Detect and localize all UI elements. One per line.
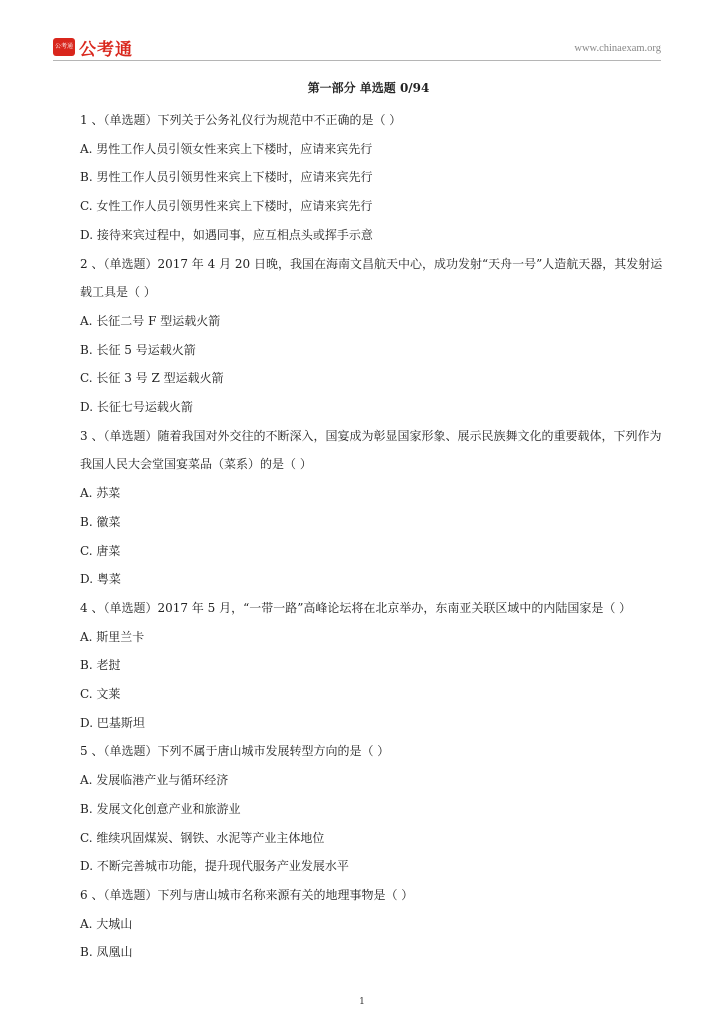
- option-c: C. 女性工作人员引领男性来宾上下楼时，应请来宾先行: [80, 199, 373, 214]
- question-6: [80, 881, 664, 967]
- question-text: 4 、（单选题）2017 年 5 月，“一带一路”高峰论坛将在北京举办，东南亚关联区域中的内陆国家是（ ）: [80, 600, 632, 615]
- site-url[interactable]: www.chinaexam.org: [574, 43, 661, 54]
- option-a: A. 大城山: [80, 916, 133, 931]
- option-a: A. 苏菜: [80, 486, 121, 501]
- option-a: A. 男性工作人员引领女性来宾上下楼时，应请来宾先行: [80, 141, 373, 156]
- question-4: [80, 594, 664, 738]
- page-header: [53, 36, 661, 62]
- question-text: 2 、（单选题）2017 年 4 月 20 日晚，我国在海南文昌航天中心，成功发射“天舟一号”人造航天器，其发射运载工具是（ ）: [80, 256, 663, 300]
- logo-badge-icon: 公考通: [53, 38, 75, 56]
- question-1: [80, 106, 664, 250]
- question-2: [80, 250, 664, 422]
- option-c: C. 唐菜: [80, 543, 121, 558]
- question-5: [80, 737, 664, 881]
- question-text: 6 、（单选题）下列与唐山城市名称来源有关的地理事物是（ ）: [80, 887, 414, 902]
- option-d: D. 粤菜: [80, 572, 121, 587]
- option-c: C. 文莱: [80, 687, 121, 702]
- option-b: B. 老挝: [80, 658, 121, 673]
- logo-text: 公考通: [79, 39, 133, 60]
- option-b: B. 凤凰山: [80, 945, 133, 960]
- question-text: 1 、（单选题）下列关于公务礼仪行为规范中不正确的是（ ）: [80, 113, 402, 127]
- option-c: C. 长征 3 号 Z 型运载火箭: [80, 371, 224, 386]
- logo: [53, 36, 133, 58]
- header-divider: [53, 60, 661, 61]
- section-title: 第一部分 单选题 0/94: [307, 81, 430, 95]
- option-d: D. 长征七号运载火箭: [80, 400, 193, 415]
- page-number: 1: [359, 997, 365, 1007]
- option-a: A. 斯里兰卡: [80, 629, 145, 644]
- option-b: B. 男性工作人员引领男性来宾上下楼时，应请来宾先行: [80, 170, 373, 185]
- option-b: B. 徽菜: [80, 514, 121, 529]
- question-text: 3 、（单选题）随着我国对外交往的不断深入，国宴成为彰显国家形象、展示民族舞文化的重要载体，下列作为我国人民大会堂国宴菜品（菜系）的是（ ）: [80, 428, 662, 472]
- option-b: B. 长征 5 号运载火箭: [80, 342, 196, 357]
- document-body: [80, 78, 664, 967]
- option-a: A. 长征二号 F 型运载火箭: [80, 313, 221, 328]
- question-text: 5 、（单选题）下列不属于唐山城市发展转型方向的是（ ）: [80, 744, 390, 759]
- option-d: D. 不断完善城市功能，提升现代服务产业发展水平: [80, 859, 349, 874]
- question-3: [80, 422, 664, 594]
- option-d: D. 巴基斯坦: [80, 715, 145, 730]
- option-b: B. 发展文化创意产业和旅游业: [80, 801, 241, 816]
- option-c: C. 维续巩固煤炭、钢铁、水泥等产业主体地位: [80, 830, 325, 845]
- option-a: A. 发展临港产业与循环经济: [80, 773, 229, 788]
- option-d: D. 接待来宾过程中，如遇同事，应互相点头或挥手示意: [80, 227, 373, 242]
